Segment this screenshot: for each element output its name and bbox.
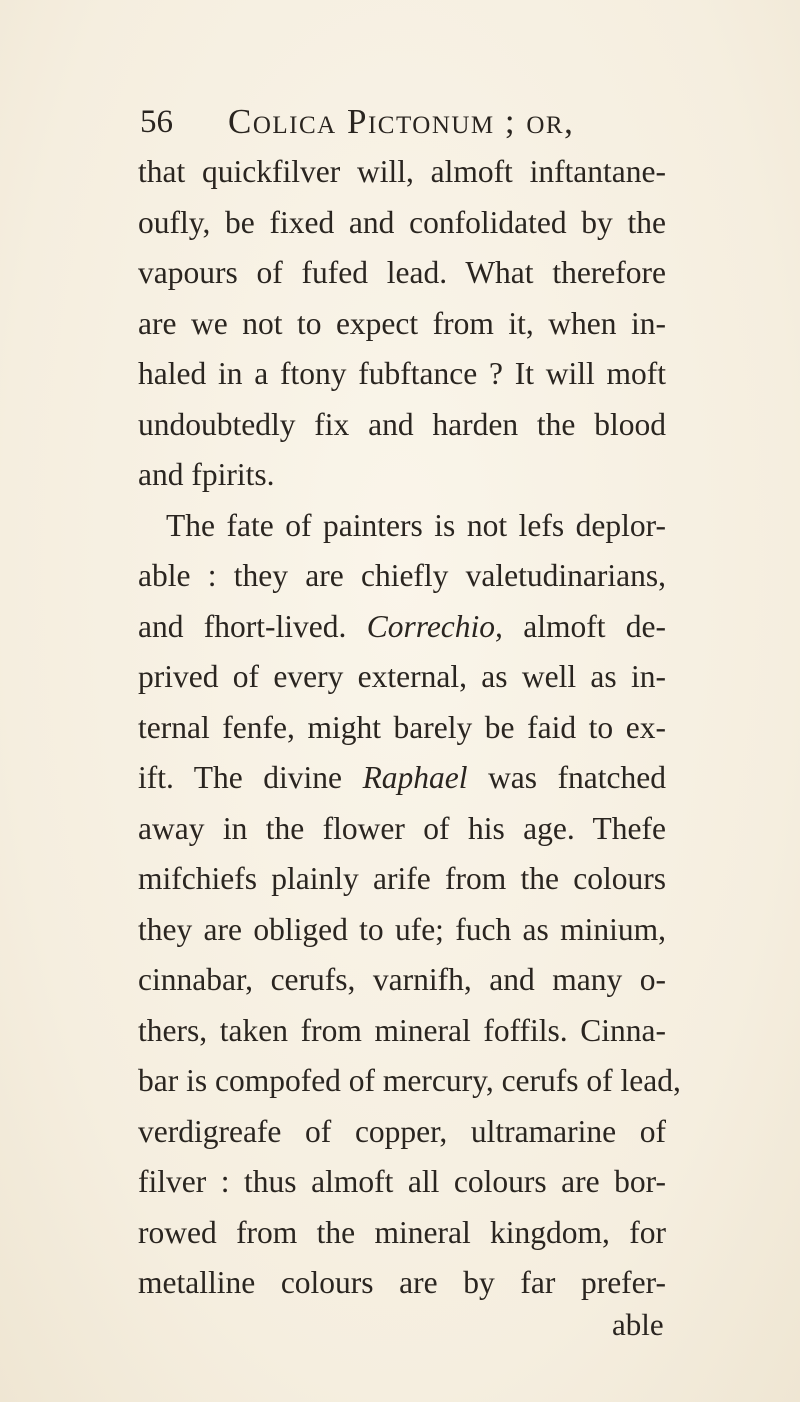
text-line-mixed <box>138 753 666 804</box>
text-line: bar is compofed of mercury, cerufs of lead, <box>138 1063 681 1098</box>
text-line: prived of every external, as well as in- <box>138 659 666 694</box>
text-line: rowed from the mineral kingdom, for <box>138 1214 666 1250</box>
text-line: are we not to expect from it, when in- <box>138 305 666 341</box>
text-line: able : they are chiefly valetudinarians, <box>138 558 666 593</box>
text-line: ternal fenfe, might barely be faid to ex- <box>138 709 666 745</box>
text-line: vapours of fufed lead. What therefore <box>138 255 666 290</box>
text-line: that quickfilver will, almoft inftantane- <box>138 154 666 189</box>
text-line: haled in a ftony fubftance ? It will moft <box>138 356 666 391</box>
text-segment: ift. The divine <box>138 760 343 795</box>
running-title: Colica Pictonum ; or, <box>228 102 575 141</box>
text-line: metalline colours are by far prefer- <box>138 1265 666 1300</box>
text-segment: was fnatched <box>488 760 666 795</box>
text-line: cinnabar, cerufs, varnifh, and many o- <box>138 962 666 997</box>
catchword: able <box>612 1307 664 1342</box>
text-line: away in the flower of his age. Thefe <box>138 810 666 846</box>
body-text <box>138 147 681 1309</box>
text-segment: almoft de- <box>523 608 667 644</box>
text-line: thers, taken from mineral foffils. Cinna- <box>138 1012 666 1048</box>
text-line: undoubtedly fix and harden the blood <box>138 406 666 442</box>
text-line: mifchiefs plainly arife from the colours <box>138 861 666 896</box>
italic-name-correchio: Correchio, <box>366 608 503 644</box>
text-line: they are obliged to ufe; fuch as minium, <box>138 911 666 947</box>
paragraph-start-line: The fate of painters is not lefs deplor- <box>166 507 666 543</box>
text-line-mixed <box>138 602 666 653</box>
text-segment: and fhort-lived. <box>138 608 347 644</box>
page-header <box>140 98 660 146</box>
text-line: and fpirits. <box>138 457 275 492</box>
italic-name-raphael: Raphael <box>362 760 468 795</box>
text-line: verdigreafe of copper, ultramarine of <box>138 1113 666 1149</box>
text-line: oufly, be fixed and confolidated by the <box>138 204 666 240</box>
text-line: filver : thus almoft all colours are bor- <box>138 1164 666 1199</box>
page-number: 56 <box>140 104 173 140</box>
